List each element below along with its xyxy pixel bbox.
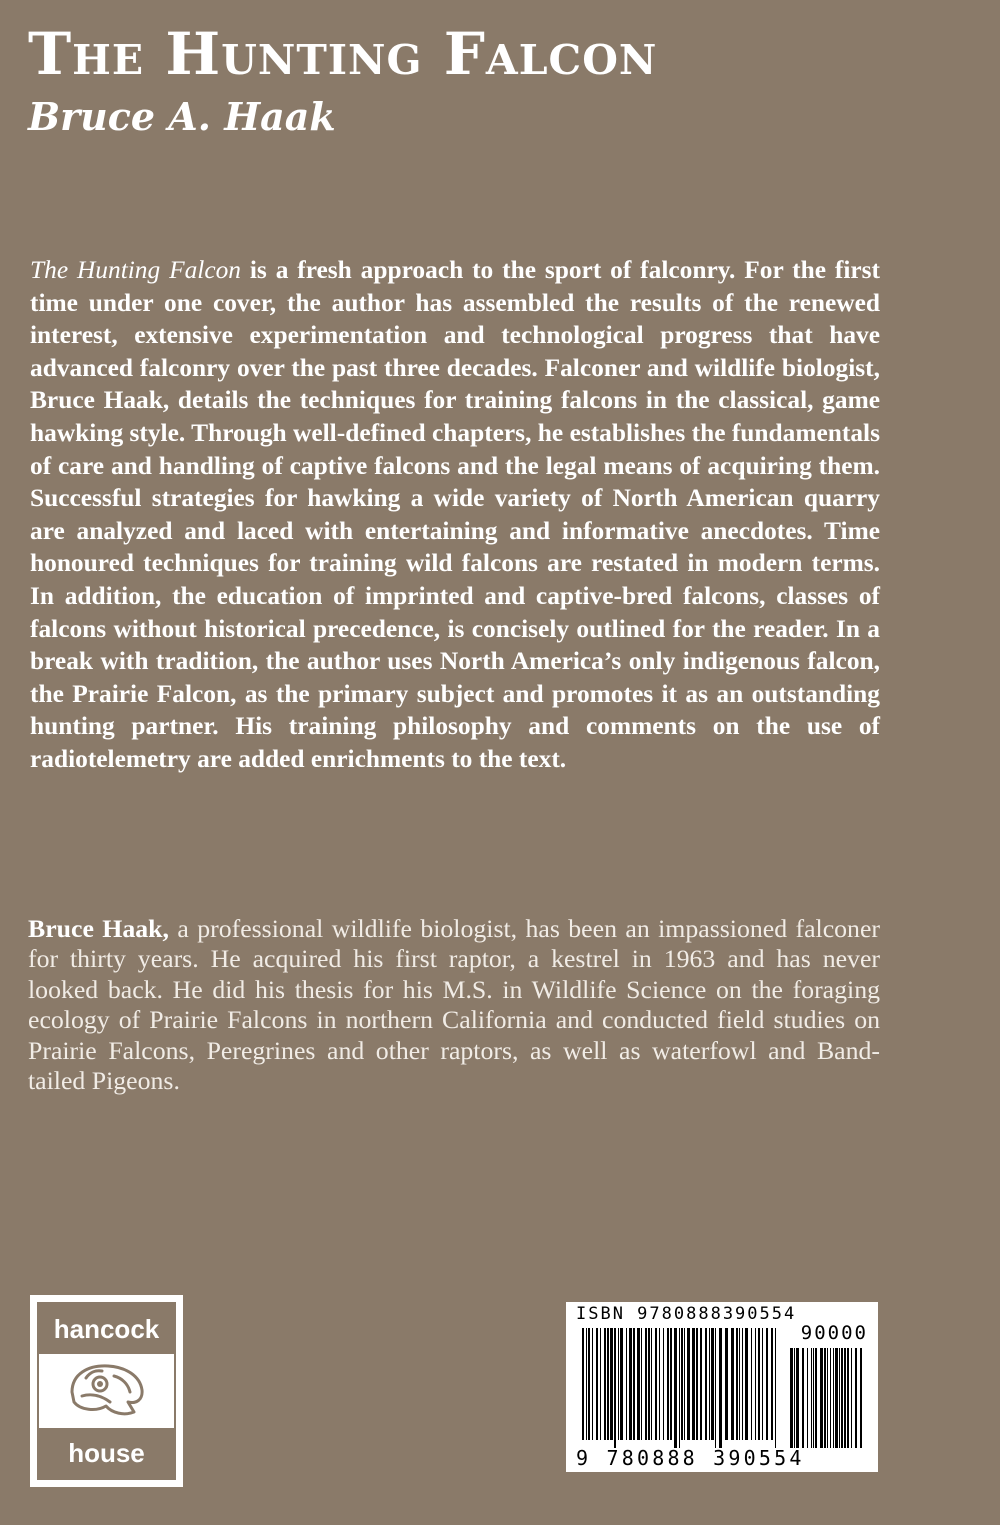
barcode-bar (620, 1328, 623, 1440)
barcode-bar (614, 1328, 616, 1448)
barcode-bar (586, 1328, 587, 1440)
barcode-bar (582, 1328, 584, 1440)
addon-bar (824, 1348, 826, 1448)
addon-bar (827, 1348, 828, 1448)
barcode-bar (604, 1328, 606, 1440)
addon-bar (790, 1348, 793, 1448)
isbn-label: ISBN 9780888390554 (576, 1304, 797, 1324)
barcode-bar (626, 1328, 627, 1440)
barcode-bar (705, 1328, 707, 1440)
barcode-bar (633, 1328, 635, 1440)
price-addon-code: 90000 (800, 1322, 868, 1344)
barcode-bar (637, 1328, 640, 1440)
barcode-bar (679, 1328, 680, 1448)
author-bio (28, 914, 880, 1096)
publisher-name-top: hancock (39, 1304, 174, 1354)
barcode-bar (610, 1328, 613, 1440)
addon-bar (811, 1348, 812, 1448)
barcode-bar (715, 1328, 716, 1448)
barcode-bar (645, 1328, 647, 1440)
eagle-head-icon (39, 1354, 174, 1428)
barcode-bar (588, 1328, 590, 1440)
addon-bar (835, 1348, 838, 1448)
barcode-bar (775, 1328, 776, 1448)
barcode-bar (674, 1328, 677, 1448)
barcode-bar (692, 1328, 695, 1440)
barcode-bar (655, 1328, 657, 1440)
barcode-bar (659, 1328, 660, 1440)
barcode-bar (684, 1328, 685, 1440)
barcode-bar (742, 1328, 743, 1440)
bio-author-name: Bruce Haak, (28, 914, 169, 943)
barcode-bar (641, 1328, 642, 1440)
addon-bar (813, 1348, 814, 1448)
barcode-bar (670, 1328, 672, 1440)
addon-bar (794, 1348, 795, 1448)
barcode-bar (592, 1328, 593, 1440)
barcode-bar (651, 1328, 652, 1440)
barcode-bar (696, 1328, 698, 1440)
addon-bar (815, 1348, 817, 1448)
publisher-logo (30, 1295, 183, 1487)
book-title-italic: The Hunting Falcon (30, 256, 241, 284)
barcode-bar (607, 1328, 609, 1440)
barcode-bar (771, 1328, 773, 1440)
addon-bar (844, 1348, 846, 1448)
barcode-bar (731, 1328, 734, 1440)
barcode-bar (719, 1328, 722, 1448)
barcode-bars (576, 1328, 868, 1450)
addon-bar (820, 1348, 823, 1448)
barcode-bar (648, 1328, 650, 1440)
description-text: is a fresh approach to the sport of falconry. For the first time under one cover, the author has assembled the results of the renewed interest, extensive experimentation and technological progress that have advanced falconry over the past three decades. Falconer and wildlife biologist, Bruce Haak, details the techniques for training falcons in the classical, game hawking style. Through well-defined chapters, he establishes the fundamentals of care and handling of captive falcons and the legal means of acquiring them. Successful strategies for hawking a wide variety of North American quarry are analyzed and laced with entertaining and informative anecdotes. Time honoured techniques for training wild falcons are restated in modern terms. In addition, the education of imprinted and captive-bred falcons, classes of falcons without historical precedence, is concisely outlined for the reader. In a break with tradition, the author uses North America’s only indigenous falcon, the Prairie Falcon, as the primary subject and promotes it as an outstanding hunting partner. His training philosophy and comments on the use of radiotelemetry are added enrichments to the text. (30, 256, 880, 773)
book-description (30, 254, 880, 776)
barcode-bar (739, 1328, 740, 1440)
barcode-bar (711, 1328, 714, 1440)
addon-bar (833, 1348, 834, 1448)
addon-bar (802, 1348, 804, 1448)
barcode-bar (629, 1328, 632, 1440)
barcode-bar (758, 1328, 760, 1440)
addon-bar (855, 1348, 857, 1448)
isbn-digits: 9 780888 390554 (576, 1446, 805, 1470)
addon-bar (847, 1348, 849, 1448)
isbn-barcode (566, 1302, 878, 1472)
barcode-bar (663, 1328, 664, 1440)
addon-bar (860, 1348, 862, 1448)
barcode-bar (745, 1328, 748, 1440)
barcode-bar (709, 1328, 710, 1440)
barcode-bar (766, 1328, 768, 1440)
book-title: The Hunting Falcon (28, 20, 658, 88)
barcode-bar (667, 1328, 669, 1440)
barcode-bar (600, 1328, 601, 1440)
addon-bar (807, 1348, 808, 1448)
barcode-bar (681, 1328, 683, 1440)
barcode-bar (762, 1328, 763, 1440)
addon-bar (796, 1348, 799, 1448)
author-name: Bruce A. Haak (28, 94, 336, 139)
bio-text: a professional wildlife biologist, has been an impassioned falconer for thirty years. He acquired his first raptor, a kestrel in 1963 and has never looked back. He did his thesis for his M.S. in Wildlife Science on the foraging ecology of Prairie Falcons in northern California and conducted field studies on Prairie Falcons, Peregrines and other raptors, as well as waterfowl and Band-tailed Pigeons. (28, 914, 881, 1096)
barcode-bar (725, 1328, 728, 1440)
addon-bar (839, 1348, 840, 1448)
barcode-bar (596, 1328, 598, 1440)
barcode-bar (736, 1328, 738, 1440)
barcode-bar (687, 1328, 690, 1440)
addon-bar (830, 1348, 831, 1448)
barcode-bar (700, 1328, 702, 1440)
barcode-bar (618, 1328, 619, 1440)
addon-bar (851, 1348, 852, 1448)
addon-bar (841, 1348, 843, 1448)
barcode-bar (751, 1328, 752, 1440)
publisher-name-bottom: house (39, 1428, 174, 1478)
barcode-bar (755, 1328, 756, 1440)
